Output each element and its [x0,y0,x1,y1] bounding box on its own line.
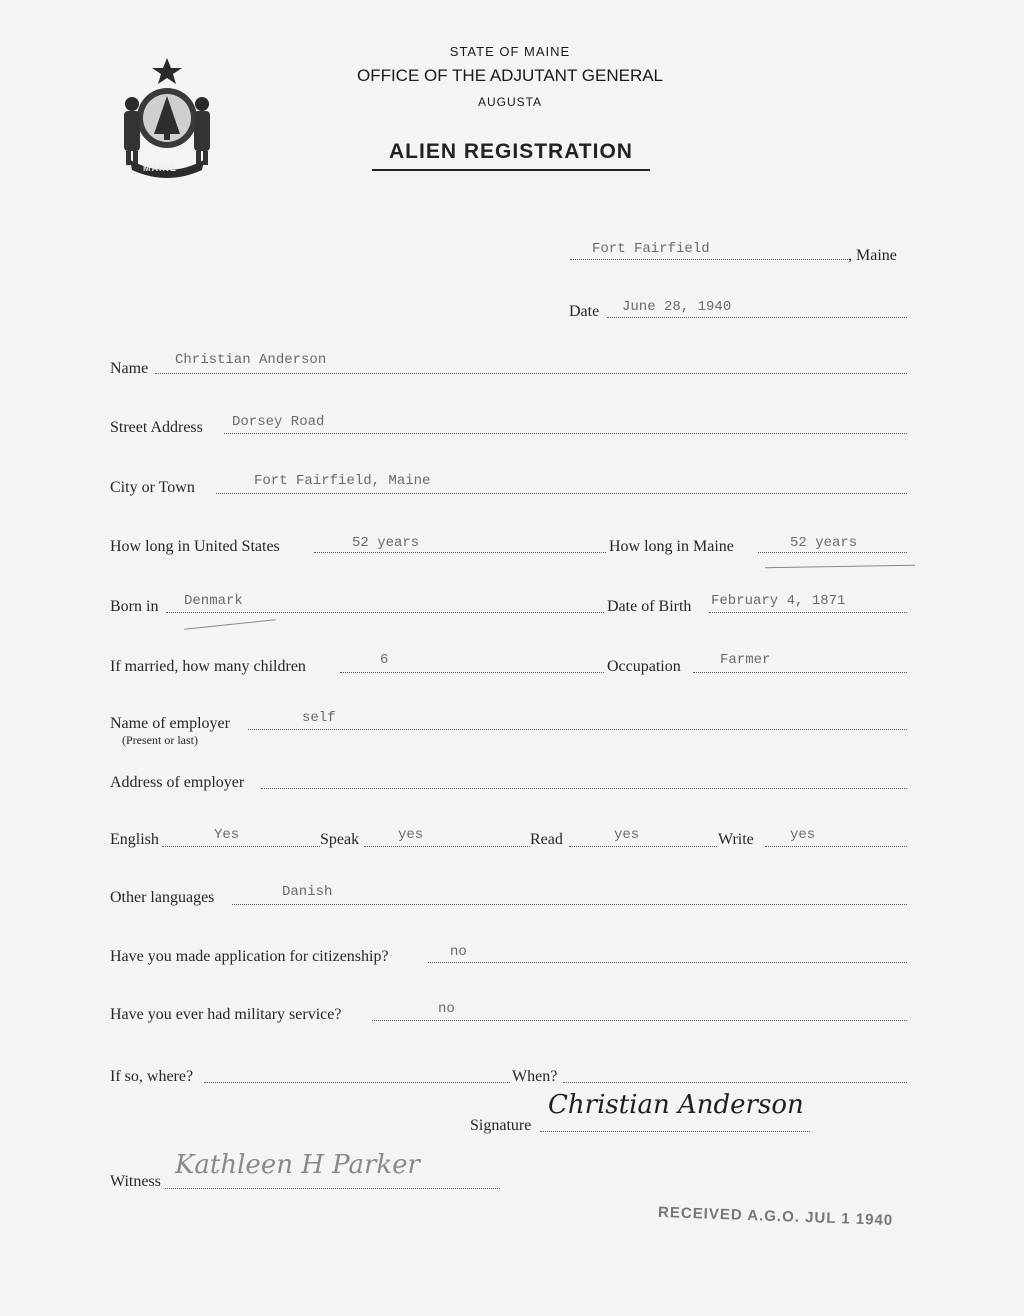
street-value: Dorsey Road [232,414,325,430]
children-line [340,672,604,673]
other-languages-value: Danish [282,884,333,900]
birth-date-value: February 4, 1871 [711,593,846,609]
pen-stroke [184,619,276,630]
seal-banner-text: MAINE [143,163,177,173]
employer-address-label: Address of employer [110,774,245,791]
date-label: Date [569,303,600,320]
title-underline [372,169,650,171]
signature-line [540,1131,810,1132]
street-line [224,433,907,434]
english-value: Yes [214,827,240,843]
when-line [563,1082,907,1083]
pen-stroke [765,565,915,569]
english-label: English [110,831,159,848]
name-value: Christian Anderson [175,352,327,368]
maine-seal-icon [112,56,222,180]
read-label: Read [530,831,563,848]
witness-value: Kathleen H Parker [175,1150,420,1180]
other-languages-line [232,904,907,905]
occupation-line [693,672,907,673]
write-label: Write [718,831,754,848]
us-duration-value: 52 years [352,535,420,551]
birth-date-label: Date of Birth [607,598,692,615]
speak-label: Speak [320,831,360,848]
born-in-line [166,612,604,613]
place-line [570,259,848,260]
english-line [162,846,320,847]
employer-value: self [302,710,336,726]
citizenship-line [428,962,907,963]
employer-label: Name of employer [110,715,230,732]
header-city: AUGUSTA [477,95,543,109]
speak-value: yes [398,827,424,843]
when-label: When? [512,1068,558,1085]
date-value: June 28, 1940 [622,299,732,315]
header-office: OFFICE OF THE ADJUTANT GENERAL [356,66,664,85]
city-line [216,493,907,494]
where-label: If so, where? [110,1068,194,1085]
place-suffix: , Maine [848,247,897,264]
received-stamp: RECEIVED A.G.O. JUL 1 1940 [657,1203,894,1230]
maine-duration-value: 52 years [790,535,858,551]
occupation-value: Farmer [720,652,771,668]
us-duration-label: How long in United States [110,538,280,555]
city-label: City or Town [110,479,195,496]
born-in-value: Denmark [184,593,243,609]
born-in-label: Born in [110,598,159,615]
where-line [204,1082,510,1083]
citizenship-value: no [450,944,467,960]
military-label: Have you ever had military service? [110,1006,342,1023]
children-label: If married, how many children [110,658,306,675]
birth-date-line [709,612,907,613]
place-value: Fort Fairfield [592,241,710,257]
employer-sublabel: (Present or last) [122,733,198,747]
military-value: no [438,1001,455,1017]
date-line [607,317,907,318]
read-line [569,846,717,847]
children-value: 6 [380,652,389,668]
write-line [765,846,907,847]
name-label: Name [110,360,149,377]
write-value: yes [790,827,816,843]
read-value: yes [614,827,640,843]
header-state: STATE OF MAINE [449,44,571,59]
other-languages-label: Other languages [110,889,215,906]
maine-duration-label: How long in Maine [609,538,734,555]
maine-duration-line [758,552,907,553]
witness-line [165,1188,500,1189]
occupation-label: Occupation [607,658,681,675]
us-duration-line [314,552,606,553]
signature-value: Christian Anderson [548,1090,804,1120]
witness-label: Witness [110,1173,161,1190]
employer-address-line [261,788,907,789]
street-label: Street Address [110,419,203,436]
city-value: Fort Fairfield, Maine [254,473,431,489]
form-title: ALIEN REGISTRATION [389,140,633,163]
speak-line [364,846,530,847]
name-line [155,373,907,374]
military-line [372,1020,907,1021]
citizenship-label: Have you made application for citizenship? [110,948,389,965]
employer-line [248,729,907,730]
signature-label: Signature [470,1117,532,1134]
